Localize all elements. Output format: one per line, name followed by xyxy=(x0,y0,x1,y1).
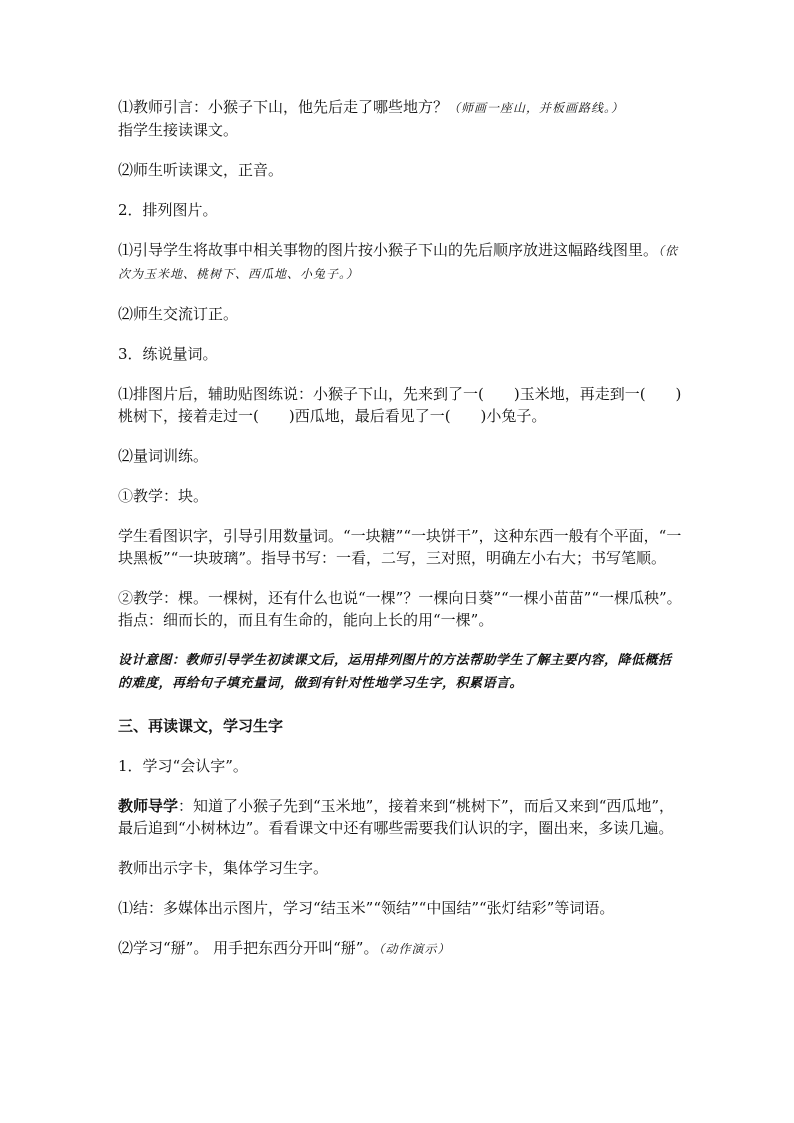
paragraph-word-cards: 教师出示字卡，集体学习生字。 xyxy=(118,859,329,877)
paragraph-arrange xyxy=(118,239,683,285)
step-learn-characters: 1．学习“会认字”。 xyxy=(118,757,248,775)
paragraph-teacher-guide xyxy=(118,795,683,839)
paragraph-teach-ke: ②教学：棵。一棵树，还有什么也说“一棵”？一棵向日葵”“一棵小苗苗”“一棵瓜秧”。指点：细而长的，而且有生命的，能向上长的用“一棵”。 xyxy=(118,589,682,629)
paragraph-measure-training: ⑵量词训练。 xyxy=(118,447,209,465)
paragraph-listen: ⑵师生听读课文，正音。 xyxy=(118,161,284,179)
paragraph-fill-blanks: ⑴排图片后，辅助贴图练说：小猴子下山，先来到了一( )玉米地，再走到一( )桃树下，接着走过一( )西瓜地，最后看见了一( )小兔子。 xyxy=(118,385,682,425)
teacher-guide-text: ：知道了小猴子先到“玉米地”，接着来到“桃树下”，而后又来到“西瓜地”，最后追到“小树林边”。看看课文中还有哪些需要我们认识的字，圈出来，多读几遍。 xyxy=(118,797,675,837)
arrange-text: ⑴引导学生将故事中相关事物的图片按小猴子下山的先后顺序放进这幅路线图里。 xyxy=(118,241,659,259)
intro-text: ⑴教师引言：小猴子下山，他先后走了哪些地方？ xyxy=(118,98,449,116)
paragraph-correct: ⑵师生交流订正。 xyxy=(118,305,239,323)
paragraph-jie: ⑴结：多媒体出示图片，学习“结玉米”“领结”“中国结”“张灯结彩”等词语。 xyxy=(118,899,615,917)
paragraph-bai xyxy=(118,937,683,960)
paragraph-kuai-detail: 学生看图识字，引导引用数量词。“一块糖”“一块饼干”，这种东西一般有个平面，“一块黑板”“一块玻璃”。指导书写：一看，二写，三对照，明确左小右大；书写笔顺。 xyxy=(118,527,682,567)
section-heading: 三、再读课文，学习生字 xyxy=(118,717,284,735)
design-intent: 设计意图：教师引导学生初读课文后，运用排列图片的方法帮助学生了解主要内容，降低概括的难度，再给句子填充量词，做到有针对性地学习生字，积累语言。 xyxy=(118,653,672,691)
step-measure-words: 3．练说量词。 xyxy=(118,345,218,363)
arrange-note: （依次为玉米地、桃树下、西瓜地、小兔子。） xyxy=(118,244,679,281)
document-page xyxy=(118,96,683,978)
teacher-guide-label: 教师导学 xyxy=(118,797,179,815)
intro-note: （师画一座山，并板画路线。） xyxy=(448,101,625,115)
intro-tail: 指学生接读课文。 xyxy=(118,121,239,139)
paragraph-teach-kuai: ①教学：块。 xyxy=(118,487,209,505)
bai-text: ⑵学习“掰”。 用手把东西分开叫“掰”。 xyxy=(118,939,379,957)
paragraph-intro xyxy=(118,96,683,141)
step-arrange-pictures: 2．排列图片。 xyxy=(118,201,218,219)
bai-note: （动作演示） xyxy=(378,942,451,956)
